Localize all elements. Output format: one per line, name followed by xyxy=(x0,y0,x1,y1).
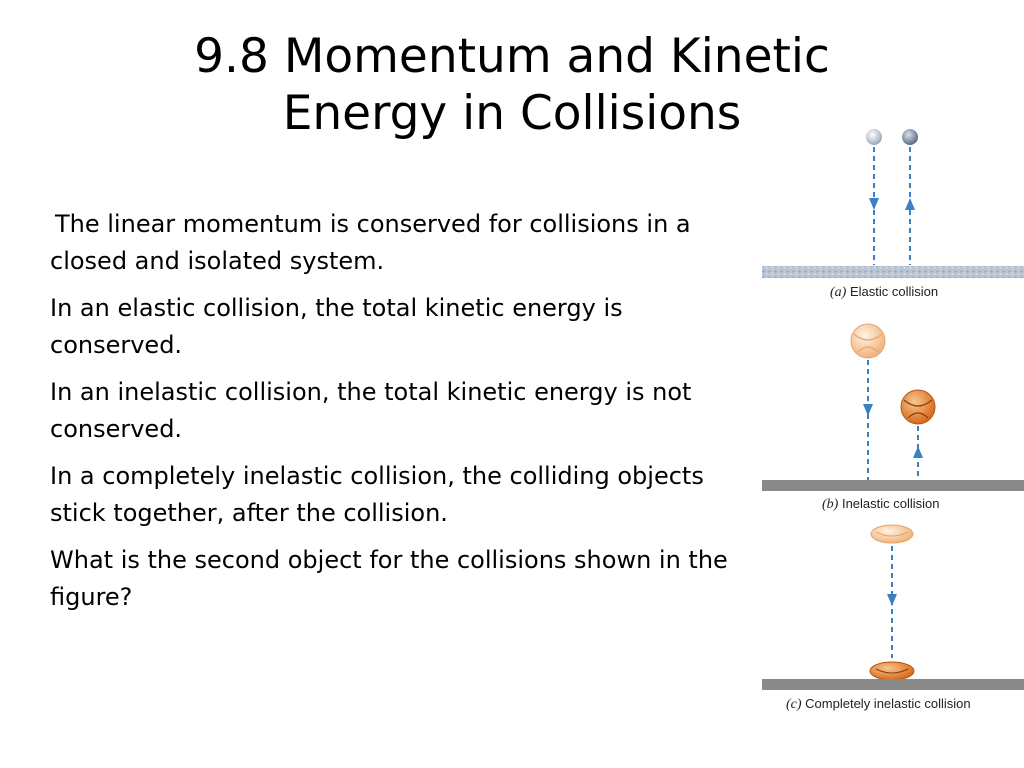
caption-b: (b) Inelastic collision xyxy=(822,496,940,512)
ball-stuck-icon xyxy=(870,662,914,680)
panel-completely-inelastic xyxy=(762,525,1024,690)
arrowhead-down-icon xyxy=(887,594,897,606)
title-line-1: 9.8 Momentum and Kinetic xyxy=(194,29,830,84)
ball-before-icon xyxy=(851,324,885,358)
ball-after-icon xyxy=(901,390,935,424)
caption-a: (a) Elastic collision xyxy=(830,284,939,300)
arrowhead-up-icon xyxy=(905,198,915,210)
title-line-2: Energy in Collisions xyxy=(282,86,742,141)
collision-figure xyxy=(762,120,1024,720)
ball-before-icon xyxy=(871,525,913,543)
collision-diagram xyxy=(762,120,1024,720)
paragraph-question: What is the second object for the collisions shown in the figure? xyxy=(50,546,728,611)
floor xyxy=(762,480,1024,491)
panel-elastic xyxy=(762,129,1024,278)
paragraph-inelastic: In an inelastic collision, the total kinetic energy is not conserved. xyxy=(50,378,692,443)
floor-gravel xyxy=(762,266,1024,278)
caption-c: (c) Completely inelastic collision xyxy=(786,696,971,712)
paragraph-elastic: In an elastic collision, the total kinetic energy is conserved. xyxy=(50,294,623,359)
floor xyxy=(762,679,1024,690)
ball-before-icon xyxy=(866,129,882,145)
panel-inelastic xyxy=(762,324,1024,491)
ball-after-icon xyxy=(902,129,918,145)
slide-body xyxy=(50,206,740,626)
paragraph-momentum-conserved: The linear momentum is conserved for collisions in a closed and isolated system. xyxy=(50,210,691,275)
paragraph-completely-inelastic: In a completely inelastic collision, the colliding objects stick together, after the collision. xyxy=(50,462,704,527)
arrowhead-down-icon xyxy=(863,404,873,416)
arrowhead-up-icon xyxy=(913,446,923,458)
arrowhead-down-icon xyxy=(869,198,879,210)
